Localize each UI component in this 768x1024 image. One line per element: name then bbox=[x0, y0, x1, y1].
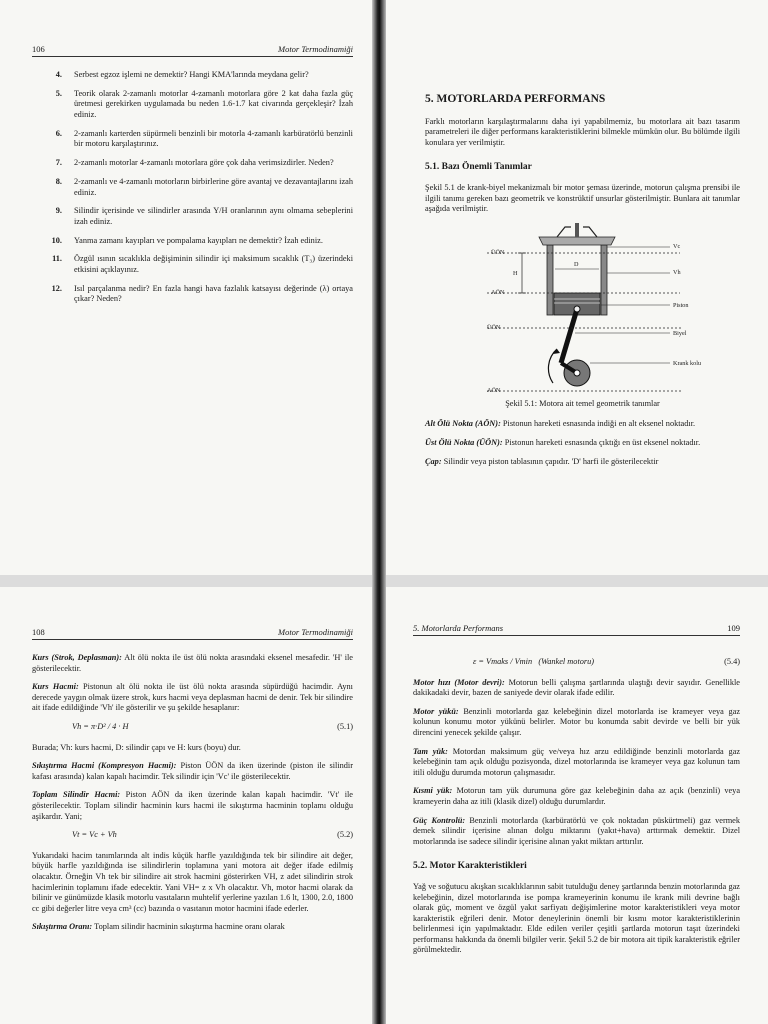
question-item bbox=[32, 89, 353, 121]
question-number: 6. bbox=[55, 128, 62, 138]
para-sikistirma-hacmi bbox=[32, 761, 353, 782]
definition-uon bbox=[425, 438, 740, 449]
engine-diagram bbox=[425, 223, 740, 393]
equation-number: (5.2) bbox=[337, 830, 353, 840]
text: Motorun tam yük durumuna göre gaz kelebeğinin daha az açık (benzinli) veya krameyerin daha az itili (klasik dizel) olduğu durumlardır. bbox=[413, 786, 741, 806]
page-number: 108 bbox=[32, 627, 45, 637]
label-aon-2: AÖN bbox=[487, 386, 501, 394]
label-d: D bbox=[574, 260, 579, 268]
para-kurs bbox=[32, 653, 353, 674]
para-motor-hizi bbox=[413, 678, 740, 699]
definition-cap bbox=[425, 457, 740, 468]
term: Sıkıştırma Oranı: bbox=[32, 922, 93, 932]
question-item bbox=[32, 284, 353, 305]
page-header bbox=[413, 623, 740, 636]
term: Kısmi yük: bbox=[413, 786, 453, 796]
question-item bbox=[32, 254, 353, 275]
book-binding bbox=[372, 0, 386, 1024]
para-kurs-hacmi bbox=[32, 682, 353, 714]
question-text: 2-zamanlı ve 4-zamanlı motorların birbirlerine göre avantaj ve dezavantajlarını izah ediniz. bbox=[74, 176, 353, 197]
page-header bbox=[32, 44, 353, 57]
definition-text: Silindir veya piston tablasının çapıdır. 'D' harfi ile gösterilecektir bbox=[443, 456, 659, 466]
text: Motorun belli çalışma şartlarında ulaştığı devir sayıdır. Genellikle dakikadaki devir, bazen de saniyede devir olarak ifade edilir. bbox=[413, 677, 740, 698]
question-item bbox=[32, 206, 353, 227]
question-text: Teorik olarak 2-zamanlı motorlar 4-zamanlı motorlara göre 2 kat daha fazla güç üretmesi gerekirken uygulamada bu neden 1.6-1.7 kat civarında gerçekleşir? İzah ediniz. bbox=[74, 88, 353, 119]
equation-5-2 bbox=[32, 830, 353, 841]
question-item bbox=[32, 70, 353, 81]
questions-list bbox=[32, 70, 353, 313]
equation-5-1 bbox=[32, 722, 353, 733]
definition-term: Alt Ölü Nokta (AÖN): bbox=[425, 419, 501, 429]
question-text: Serbest egzoz işlemi ne demektir? Hangi KMA'larında meydana gelir? bbox=[74, 70, 309, 79]
question-text: Yanma zamanı kayıpları ve pompalama kayıpları ne demektir? İzah ediniz. bbox=[74, 235, 323, 245]
text: Piston AÖN da iken üzerinde kalan kapalı hacimdir. 'Vt' ile gösterilecektir. Toplam silindir hacminin kurs hacmi ile sıkıştırma hacminin toplamı olduğu aşikardır. Yani; bbox=[32, 790, 353, 821]
page-number: 106 bbox=[32, 44, 45, 54]
page-header bbox=[32, 627, 353, 640]
text: Benzinli motorlarda (karbüratörlü ve çok noktadan püskürtmeli) gaz vermek demek silindir içerisine alınan dolgu miktarını (yakıt+hava) arttırmak demektir. Dizel motorlarında ise sadece silindir içerisine alınan yakıt miktarı arttırılır. bbox=[413, 815, 741, 846]
definition-text: Pistonun hareketi esnasında indiği en alt eksenel noktadır. bbox=[502, 419, 696, 429]
running-title: 5. Motorlarda Performans bbox=[413, 623, 504, 633]
para-motor-yuku bbox=[413, 707, 740, 739]
page-content bbox=[425, 94, 740, 475]
equation bbox=[473, 657, 594, 668]
text: Piston ÜÖN da iken üzerinde (piston ile silindir kafası arasında) kalan kapalı hacimdir. Tek silindir için 'Vc' ile gösterilecektir. bbox=[32, 761, 354, 781]
label-uon-2: ÜÖN bbox=[487, 323, 501, 331]
section-title: 5.2. Motor Karakteristikleri bbox=[413, 861, 527, 872]
running-title: Motor Termodinamiği bbox=[277, 44, 353, 54]
term: Tam yük: bbox=[413, 746, 448, 756]
section-intro: Şekil 5.1 de krank-biyel mekanizmalı bir motor şeması üzerinde, motorun çalışma prensibi ile ilgili tanımı gereken bazı geometrik ve konstrüktif unsurlar gösterilmiştir. Bunlara ait tanımlar aşağıda verilmiştir. bbox=[425, 182, 740, 214]
question-item bbox=[32, 129, 353, 150]
page-109 bbox=[383, 587, 768, 1024]
term: Güç Kontrolü: bbox=[413, 815, 466, 825]
figure-caption: Şekil 5.1: Motora ait temel geometrik tanımlar bbox=[505, 398, 660, 408]
label-vh: Vh bbox=[673, 268, 681, 276]
page-108 bbox=[0, 587, 375, 1024]
question-number: 5. bbox=[55, 88, 62, 98]
equation: Vt = Vc + Vh bbox=[72, 830, 117, 840]
text: Toplam silindir hacminin sıkıştırma hacmine oranı olarak bbox=[94, 922, 285, 932]
text: Pistonun alt ölü nokta ile üst ölü nokta arasında süpürdüğü hacimdir. Aynı derecede yaygın olmak üzere strok, kurs hacmi veya deplasman hacmi de denir. Tek bir silindire ait ifade edildiğinde 'Vh' ile gösterilir ve şu şekilde hesaplanır: bbox=[32, 682, 353, 713]
question-number: 12. bbox=[51, 283, 62, 293]
page-107 bbox=[383, 0, 768, 575]
equation-number: (5.1) bbox=[337, 721, 353, 731]
label-uon: ÜÖN bbox=[491, 248, 505, 256]
text: Motordan maksimum güç ve/veya hız arzu edildiğinde benzinli motorlarda gaz kelebeğinin tam açık olduğu pozisyonda, dizel motorlarında ise krameyer veya gaz kolunun tam itili olduğu durumda motorun çalışmasıdır. bbox=[413, 746, 741, 777]
question-number: 10. bbox=[51, 235, 62, 245]
question-text: Isıl parçalanma nedir? En fazla hangi hava fazlalık katsayısı değerinde (λ) ortaya çıkar? Neden? bbox=[74, 283, 353, 304]
text: Benzinli motorlarda gaz kelebeğinin dizel motorlarda ise krameyer veya gaz kolunun konumu motor yükünü belirler. Motor bu konumda sabit devirde ve belli bir yük direncini yenecek şekilde çalışır. bbox=[413, 706, 741, 737]
page-content bbox=[413, 651, 740, 964]
chapter-title: 5. MOTORLARDA PERFORMANS bbox=[425, 93, 606, 105]
para-kismi-yuk bbox=[413, 786, 740, 807]
para-karakteristik: Yağ ve soğutucu akışkan sıcaklıklarının sabit tutulduğu deney şartlarında benzin motorlarında gaz kelebeğinin, dizel motorlarında ise pompa krameyerinin konumu ile krank mili devrine bağlı olarak güç, moment ve özgül yakıt sarfiyatı değişimlerine motor karakteristikleri veya motor karakteristik eğrileri denir. Motor deneylerinin önemli bir kısmı motor karakteristiklerinin belirlenmesi için yapılmaktadır. Elde edilen veriler çeşitli şartlarda motorun taşıt üzerindeki performansı hakkında da önemli bilgiler verir. Şekil 5.2 de bir motora ait tipik karakteristik eğriler görülmektedir. bbox=[413, 881, 740, 955]
label-vc: Vc bbox=[673, 242, 681, 250]
label-aon: AÖN bbox=[491, 288, 505, 296]
equation-5-4 bbox=[413, 657, 740, 668]
question-text: 2-zamanlı motorlar 4-zamanlı motorlara göre çok daha verimsizdirler. Neden? bbox=[74, 158, 334, 168]
label-krank: Krank kolu bbox=[673, 359, 702, 367]
page-content bbox=[32, 653, 353, 941]
equation-note: (Wankel motoru) bbox=[538, 657, 595, 666]
term: Motor yükü: bbox=[413, 706, 459, 716]
term: Kurs (Strok, Deplasman): bbox=[32, 653, 122, 662]
definition-text: Pistonun hareketi esnasında çıktığı en üst eksenel noktadır. bbox=[504, 437, 701, 447]
question-number: 9. bbox=[55, 206, 62, 216]
question-number: 11. bbox=[52, 254, 62, 264]
page-number: 109 bbox=[727, 623, 740, 633]
section-title: 5.1. Bazı Önemli Tanımlar bbox=[425, 162, 532, 173]
page-106 bbox=[0, 0, 375, 575]
definition-term: Çap: bbox=[425, 456, 442, 466]
para-burada: Burada; Vh: kurs hacmi, D: silindir çapı ve H: kurs (boyu) dur. bbox=[32, 742, 241, 752]
term: Sıkıştırma Hacmi (Kompresyon Hacmi): bbox=[32, 761, 177, 771]
para-indis: Yukarıdaki hacim tanımlarında alt indis küçük harfle yazıldığında tek bir silindire ait değer, büyük harfle yazıldığında ise silindirlerin toplamına yani motora ait değer ifade edilmiş olacaktır. Örneğin Vh tek bir silindire ait strok hacmini gösterirken VH, z adet silindirin strok hacimlerinin toplamını ifade edecektir. Yani VH= z x Vh olacaktır. Vh, motor hacmi olarak da bilinir ve günümüzde klasik motorlu vasıtaların muhtelif yerlerine yazılan 1.6 lt, 1300, 2.0, 1800 cc gibi değerler litre veya cm³ (cc) bazında o vasıtanın motor hacmini ifade ederler. bbox=[32, 850, 353, 913]
definition-aon bbox=[425, 419, 740, 430]
term: Motor hızı (Motor devri): bbox=[413, 677, 505, 687]
definition-term: Üst Ölü Nokta (ÜÖN): bbox=[425, 437, 503, 447]
equation-formula: ε = Vmaks / Vmin bbox=[473, 657, 533, 666]
question-number: 7. bbox=[55, 158, 62, 168]
label-h: H bbox=[513, 269, 518, 277]
para-sikistirma-orani bbox=[32, 922, 353, 933]
para-guc-kontrolu bbox=[413, 816, 740, 848]
equation-number: (5.4) bbox=[724, 657, 740, 666]
question-number: 4. bbox=[55, 70, 62, 79]
term: Kurs Hacmi: bbox=[32, 682, 79, 692]
label-biyel: Biyel bbox=[673, 329, 687, 337]
running-title: Motor Termodinamiği bbox=[277, 627, 353, 637]
para-tam-yuk bbox=[413, 747, 740, 779]
term: Toplam Silindir Hacmi: bbox=[32, 790, 121, 800]
para-toplam-hacim bbox=[32, 790, 353, 822]
intro-paragraph: Farklı motorların karşılaştırmalarını daha iyi yapabilmemiz, bu motorlara ait bazı tasarım parametreleri ile diğer performans karakteristiklerini bilmekle mümkün olur. Bu bölümde ilgili konulara yer verilmiştir. bbox=[425, 116, 740, 147]
equation: Vh = π·D² / 4 · H bbox=[72, 721, 129, 731]
question-text: Silindir içerisinde ve silindirler arasında Y/H oranlarının aynı olmama sebeplerini izah ediniz. bbox=[74, 206, 353, 226]
question-number: 8. bbox=[55, 176, 62, 186]
question-item bbox=[32, 177, 353, 198]
question-text: Özgül ısının sıcaklıkla değişiminin silindir içi maksimum sıcaklık (T₃) üzerindeki etkisini açıklayınız. bbox=[74, 254, 353, 275]
question-item bbox=[32, 158, 353, 169]
question-text: 2-zamanlı karterden süpürmeli benzinli bir motorla 4-zamanlı karbüratörlü benzinli bir motoru karşılaştırınız. bbox=[74, 128, 353, 149]
question-item bbox=[32, 236, 353, 247]
text: Alt ölü nokta ile üst ölü nokta arasındaki eksenel mesafedir. 'H' ile gösterilecektir. bbox=[32, 653, 353, 673]
label-piston: Piston bbox=[673, 301, 689, 309]
